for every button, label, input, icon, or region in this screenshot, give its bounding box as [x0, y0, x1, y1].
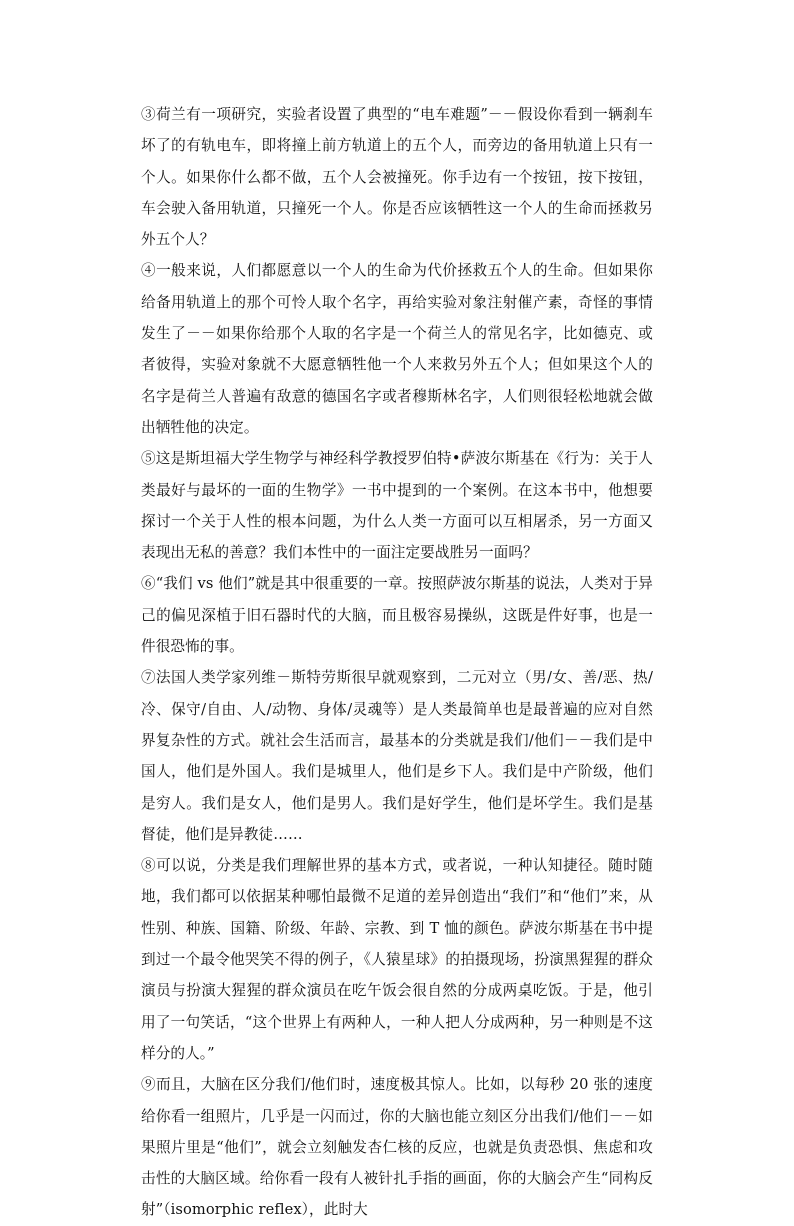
paragraph-6: ⑥“我们 vs 他们”就是其中很重要的一章。按照萨波尔斯基的说法，人类对于异己的偏见深植于旧石器时代的大脑，而且极容易操纵，这既是件好事，也是一件很恐怖的事。 — [141, 575, 653, 656]
paragraph-3: ③荷兰有一项研究，实验者设置了典型的“电车难题”－－假设你看到一辆刹车坏了的有轨电车，即将撞上前方轨道上的五个人，而旁边的备用轨道上只有一个人。如果你什么都不做，五个人会被撞死。你手边有一个按钮，按下按钮，车会驶入备用轨道，只撞死一个人。你是否应该牺牲这一个人的生命而拯救另外五个人？ — [141, 106, 653, 249]
article-body — [141, 99, 653, 1226]
paragraph-8: ⑧可以说，分类是我们理解世界的基本方式，或者说，一种认知捷径。随时随地，我们都可以依据某种哪怕最微不足道的差异创造出“我们”和“他们”来，从性别、种族、国籍、阶级、年龄、宗教、到 T 恤的颜色。萨波尔斯基在书中提到过一个最令他哭笑不得的例子，《人猿星球》的拍摄现场，扮演黑猩猩的群众演员与扮演大猩猩的群众演员在吃午饭会很自然的分成两桌吃饭。于是，他引用了一句笑话，“这个世界上有两种人，一种人把人分成两种，另一种则是不这样分的人。” — [141, 857, 653, 1062]
paragraph-4: ④一般来说，人们都愿意以一个人的生命为代价拯救五个人的生命。但如果你给备用轨道上的那个可怜人取个名字，再给实验对象注射催产素，奇怪的事情发生了－－如果你给那个人取的名字是一个荷兰人的常见名字，比如德克、或者彼得，实验对象就不大愿意牺牲他一个人来救另外五个人；但如果这个人的名字是荷兰人普遍有敌意的德国名字或者穆斯林名字，人们则很轻松地就会做出牺牲他的决定。 — [141, 262, 653, 436]
paragraph-7: ⑦法国人类学家列维－斯特劳斯很早就观察到，二元对立（男/女、善/恶、热/冷、保守/自由、人/动物、身体/灵魂等）是人类最简单也是最普遍的应对自然界复杂性的方式。就社会生活而言，最基本的分类就是我们/他们－－我们是中国人，他们是外国人。我们是城里人，他们是乡下人。我们是中产阶级，他们是穷人。我们是女人，他们是男人。我们是好学生，他们是坏学生。我们是基督徒，他们是异教徒…… — [141, 669, 653, 843]
paragraph-9: ⑨而且，大脑在区分我们/他们时，速度极其惊人。比如，以每秒 20 张的速度给你看一组照片，几乎是一闪而过，你的大脑也能立刻区分出我们/他们－－如果照片里是“他们”，就会立刻触发杏仁核的反应，也就是负责恐惧、焦虑和攻击性的大脑区域。给你看一段有人被针扎手指的画面，你的大脑会产生“同构反射”（isomorphic reflex），此时大 — [141, 1076, 653, 1219]
paragraph-5: ⑤这是斯坦福大学生物学与神经科学教授罗伯特•萨波尔斯基在《行为：关于人类最好与最坏的一面的生物学》一书中提到的一个案例。在这本书中，他想要探讨一个关于人性的根本问题，为什么人类一方面可以互相屠杀，另一方面又表现出无私的善意？我们本性中的一面注定要战胜另一面吗？ — [141, 450, 653, 562]
